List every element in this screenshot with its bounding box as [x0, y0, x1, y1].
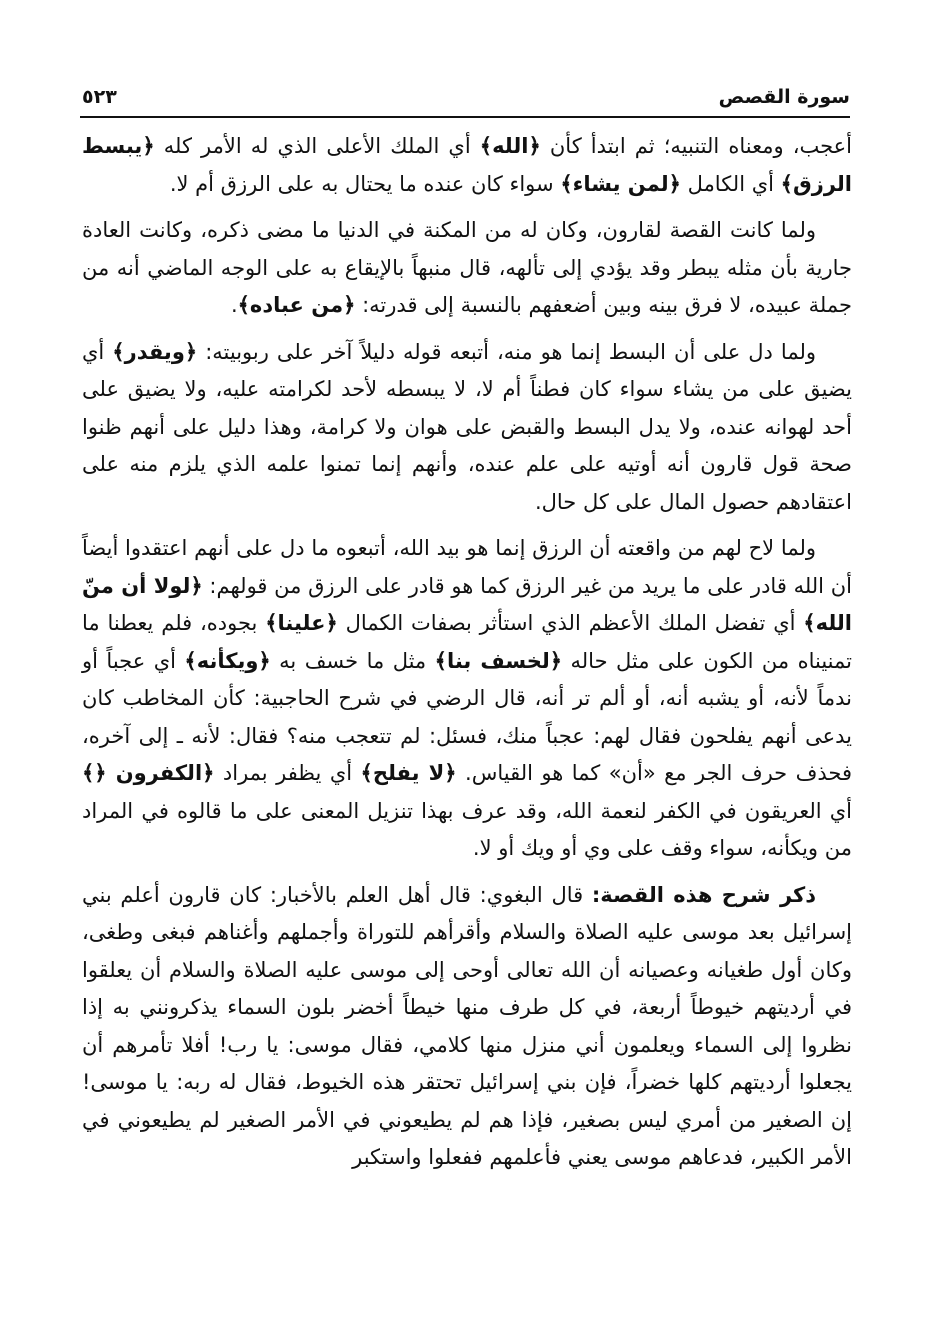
- text-segment: ولما دل على أن البسط إنما هو منه، أتبعه قوله دليلاً آخر على ربوبيته:: [197, 339, 816, 364]
- paragraph: [82, 877, 852, 1177]
- quran-quote: ﴿لا يفلح﴾: [360, 761, 457, 785]
- quran-quote: ﴿ويقدر﴾: [112, 339, 198, 364]
- text-segment: ولما لاح لهم من واقعته أن الرزق إنما هو بيد الله، أتبعوه ما دل على أنهم اعتقدوا أيضاً أن الله قادر على ما يريد من غير الرزق كما هو قادر على الرزق من قولهم:: [82, 536, 852, 598]
- quran-quote: ﴿الله﴾: [479, 134, 541, 158]
- text-segment: أي تفضل الملك الأعظم الذي استأثر بصفات الكمال: [337, 611, 804, 635]
- quran-quote: ﴿يبسط الرزق﴾: [82, 134, 852, 196]
- header-rule: [80, 116, 850, 118]
- text-segment: أي الملك الأعلى الذي له الأمر كله: [154, 134, 480, 158]
- paragraph: [82, 128, 852, 203]
- text-segment: أي يضيق على من يشاء سواء كان فطناً أم لا، لا يبسطه لأحد لكرامته عليه، ولا يضيق على أحد لهوانه عنده، ولا يدل البسط والقبض على هوان ولا كرامة، وهذا دليل على أنهم ظنوا صحة قول قارون أنه أوتيه على علم عنده، وأنهم إنما تمنوا علمه الذي يلزم منه على اعتقادهم حصول المال على كل حال.: [82, 339, 852, 514]
- quran-quote: ذكر شرح هذه القصة:: [591, 882, 817, 907]
- text-segment: أي يظفر بمراد: [214, 761, 361, 785]
- paragraph: [82, 212, 852, 325]
- text-segment: قال البغوي: قال أهل العلم بالأخبار: كان قارون أعلم بني إسرائيل بعد موسى عليه الصلاة والسلام وأقرأهم للتوراة وأجملهم وأغناهم فبغى وطغى، وكان أول طغيانه وعصيانه أن الله تعالى أوحى إلى موسى عليه الصلاة والسلام أن يعلقوا في أرديتهم خيوطاً أربعة، في كل طرف منها خيطاً أخضر بلون السماء يذكرونني به إذا نظروا إلى السماء ويعلمون أني منزل منها كلامي، فقال موسى: يا رب! أفلا تأمرهم أن يجعلوا أرديتهم كلها خضراً، فإن بني إسرائيل تحتقر هذه الخيوط، فقال له ربه: يا موسى! إن الصغير من أمري ليس بصغير، فإذا هم لم يطيعوني في الأمر الصغير لم يطيعوني في الأمر الكبير، فدعاهم موسى يعني فأعلمهم ففعلوا واستكبر: [82, 882, 852, 1169]
- text-segment: أي العريقون في الكفر لنعمة الله، وقد عرف بهذا تنزيل المعنى على ما قالوه في المراد من ويكأنه، سواء وقف على وي أو ويك أو لا.: [82, 798, 852, 860]
- quran-quote: ﴿علينا﴾: [265, 611, 338, 635]
- page-body: [82, 128, 852, 1186]
- text-segment: .: [230, 293, 238, 317]
- quran-quote: ﴿ويكأنه﴾: [184, 648, 271, 673]
- text-segment: أي الكامل: [680, 171, 781, 196]
- quran-quote: ﴿لولا أن منّ الله﴾: [82, 573, 852, 635]
- text-segment: ولما كانت القصة لقارون، وكان له من المكنة في الدنيا ما مضى ذكره، وكانت العادة جارية بأن مثله يبطر وقد يؤدي إلى تألهه، قال منبهاً بالإيقاع به على الوجه الماضي أنه من جملة عبيده، لا فرق بينه وبين أضعفهم بالنسبة إلى قدرته:: [82, 218, 852, 317]
- quran-quote: ﴿لخسف بنا﴾: [434, 648, 563, 673]
- text-segment: أي عجباً أو ندماً لأنه، أو يشبه أنه، أو ألم تر أنه، قال الرضي في شرح الحاجبية: كأن المخاطب كان يدعى أنهم يفلحون فقال لهم: عجباً منك، فسئل: لم تتعجب منه؟ فقال: لأنه ـ إلى آخره، فحذف حرف الجر مع «أن» كما هو القياس.: [82, 648, 852, 785]
- text-segment: سواء كان عنده ما يحتال به على الرزق أم لا.: [169, 171, 561, 196]
- quran-quote: ﴿لمن يشاء﴾: [560, 171, 681, 196]
- page-number: ٥٢٣: [82, 86, 117, 108]
- paragraph: [82, 334, 852, 522]
- page-header: [80, 80, 850, 120]
- surah-title: سورة القصص: [718, 86, 850, 108]
- quran-quote: ﴿الكفرون ﴿﴾: [82, 761, 215, 785]
- quran-quote: ﴿من عباده﴾: [237, 293, 356, 317]
- text-segment: أعجب، ومعناه التنبيه؛ ثم ابتدأ كأن: [540, 134, 853, 158]
- paragraph: [82, 530, 852, 868]
- text-segment: مثل ما خسف به: [270, 648, 435, 673]
- text-segment: بجوده، فلم يعطنا ما تمنيناه من الكون على مثل حاله: [82, 611, 852, 673]
